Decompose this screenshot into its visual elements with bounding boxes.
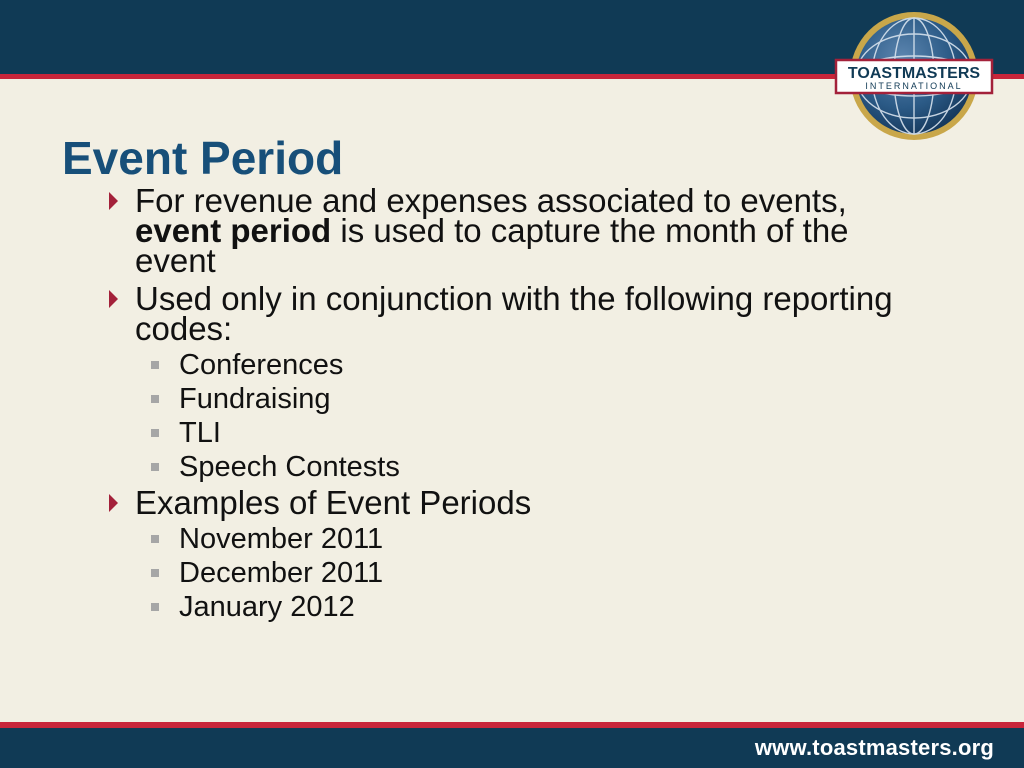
sub-bullet-item — [107, 556, 927, 590]
square-bullet-icon — [151, 535, 159, 543]
square-bullet-icon — [151, 569, 159, 577]
triangle-bullet-icon — [109, 494, 118, 512]
bullet-text: Examples of Event Periods — [135, 484, 532, 521]
sub-bullet-list — [107, 348, 927, 484]
logo-text-main: TOASTMASTERS — [847, 65, 981, 82]
square-bullet-icon — [151, 395, 159, 403]
sub-bullet-text: Speech Contests — [179, 451, 400, 483]
toastmasters-logo — [834, 10, 994, 142]
bullet-item — [107, 182, 927, 279]
bullet-text-continued: is used to capture the month of the event — [135, 212, 849, 279]
slide-content — [107, 182, 927, 628]
sub-bullet-item — [107, 522, 927, 556]
sub-bullet-text: November 2011 — [179, 523, 384, 555]
bullet-item — [107, 280, 927, 347]
triangle-bullet-icon — [109, 290, 118, 308]
sub-bullet-item — [107, 348, 927, 382]
sub-bullet-item — [107, 382, 927, 416]
sub-bullet-text: January 2012 — [179, 591, 355, 623]
bullet-item — [107, 484, 927, 521]
square-bullet-icon — [151, 463, 159, 471]
bullet-bold-text: event period — [135, 212, 332, 249]
logo-text-sub: INTERNATIONAL — [865, 81, 963, 91]
slide-title: Event Period — [62, 132, 344, 184]
sub-bullet-item — [107, 450, 927, 484]
sub-bullet-text: December 2011 — [179, 557, 384, 589]
square-bullet-icon — [151, 429, 159, 437]
sub-bullet-list — [107, 522, 927, 624]
sub-bullet-text: Conferences — [179, 349, 344, 381]
sub-bullet-text: Fundraising — [179, 383, 331, 415]
sub-bullet-item — [107, 590, 927, 624]
square-bullet-icon — [151, 603, 159, 611]
square-bullet-icon — [151, 361, 159, 369]
sub-bullet-item — [107, 416, 927, 450]
triangle-bullet-icon — [109, 192, 118, 210]
bullet-text: Used only in conjunction with the following reporting codes: — [135, 280, 893, 347]
footer-url-link[interactable]: www.toastmasters.org — [754, 735, 994, 760]
bullet-text: For revenue and expenses associated to events, — [135, 182, 847, 219]
sub-bullet-text: TLI — [179, 417, 221, 449]
